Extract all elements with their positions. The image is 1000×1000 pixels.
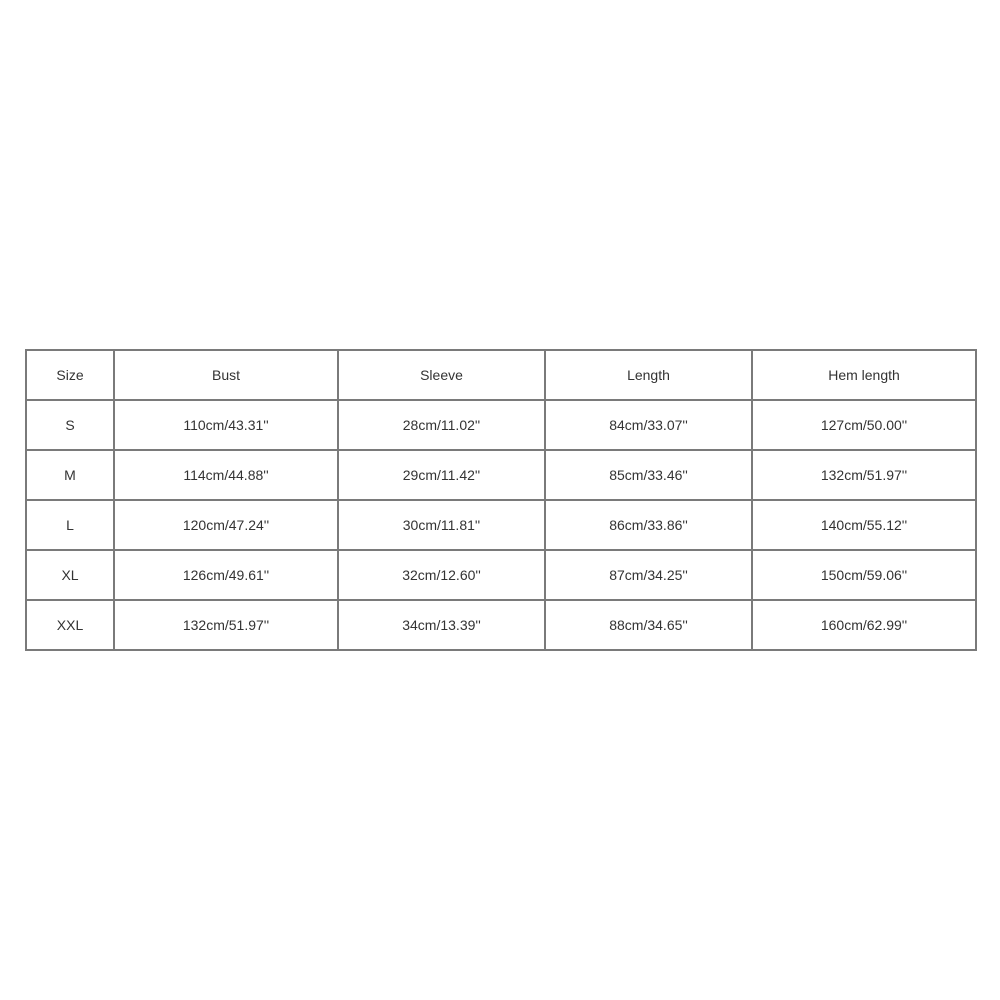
sleeve-cell: 30cm/11.81'': [338, 500, 545, 550]
table-row: [26, 600, 976, 650]
length-cell: 86cm/33.86'': [545, 500, 752, 550]
hem-length-cell: 150cm/59.06'': [752, 550, 976, 600]
sleeve-cell: 32cm/12.60'': [338, 550, 545, 600]
column-header-hem-length: Hem length: [752, 350, 976, 400]
sleeve-cell: 29cm/11.42'': [338, 450, 545, 500]
size-chart-table: [25, 349, 977, 651]
size-cell: L: [26, 500, 114, 550]
bust-cell: 132cm/51.97'': [114, 600, 338, 650]
size-cell: XL: [26, 550, 114, 600]
bust-cell: 120cm/47.24'': [114, 500, 338, 550]
size-cell: S: [26, 400, 114, 450]
sleeve-cell: 28cm/11.02'': [338, 400, 545, 450]
bust-cell: 110cm/43.31'': [114, 400, 338, 450]
table-row: [26, 500, 976, 550]
sleeve-cell: 34cm/13.39'': [338, 600, 545, 650]
bust-cell: 126cm/49.61'': [114, 550, 338, 600]
column-header-length: Length: [545, 350, 752, 400]
bust-cell: 114cm/44.88'': [114, 450, 338, 500]
hem-length-cell: 127cm/50.00'': [752, 400, 976, 450]
size-cell: XXL: [26, 600, 114, 650]
table-header-row: [26, 350, 976, 400]
length-cell: 84cm/33.07'': [545, 400, 752, 450]
hem-length-cell: 132cm/51.97'': [752, 450, 976, 500]
length-cell: 87cm/34.25'': [545, 550, 752, 600]
length-cell: 85cm/33.46'': [545, 450, 752, 500]
column-header-bust: Bust: [114, 350, 338, 400]
column-header-size: Size: [26, 350, 114, 400]
hem-length-cell: 140cm/55.12'': [752, 500, 976, 550]
table-row: [26, 550, 976, 600]
table-row: [26, 450, 976, 500]
hem-length-cell: 160cm/62.99'': [752, 600, 976, 650]
table-row: [26, 400, 976, 450]
column-header-sleeve: Sleeve: [338, 350, 545, 400]
length-cell: 88cm/34.65'': [545, 600, 752, 650]
size-cell: M: [26, 450, 114, 500]
